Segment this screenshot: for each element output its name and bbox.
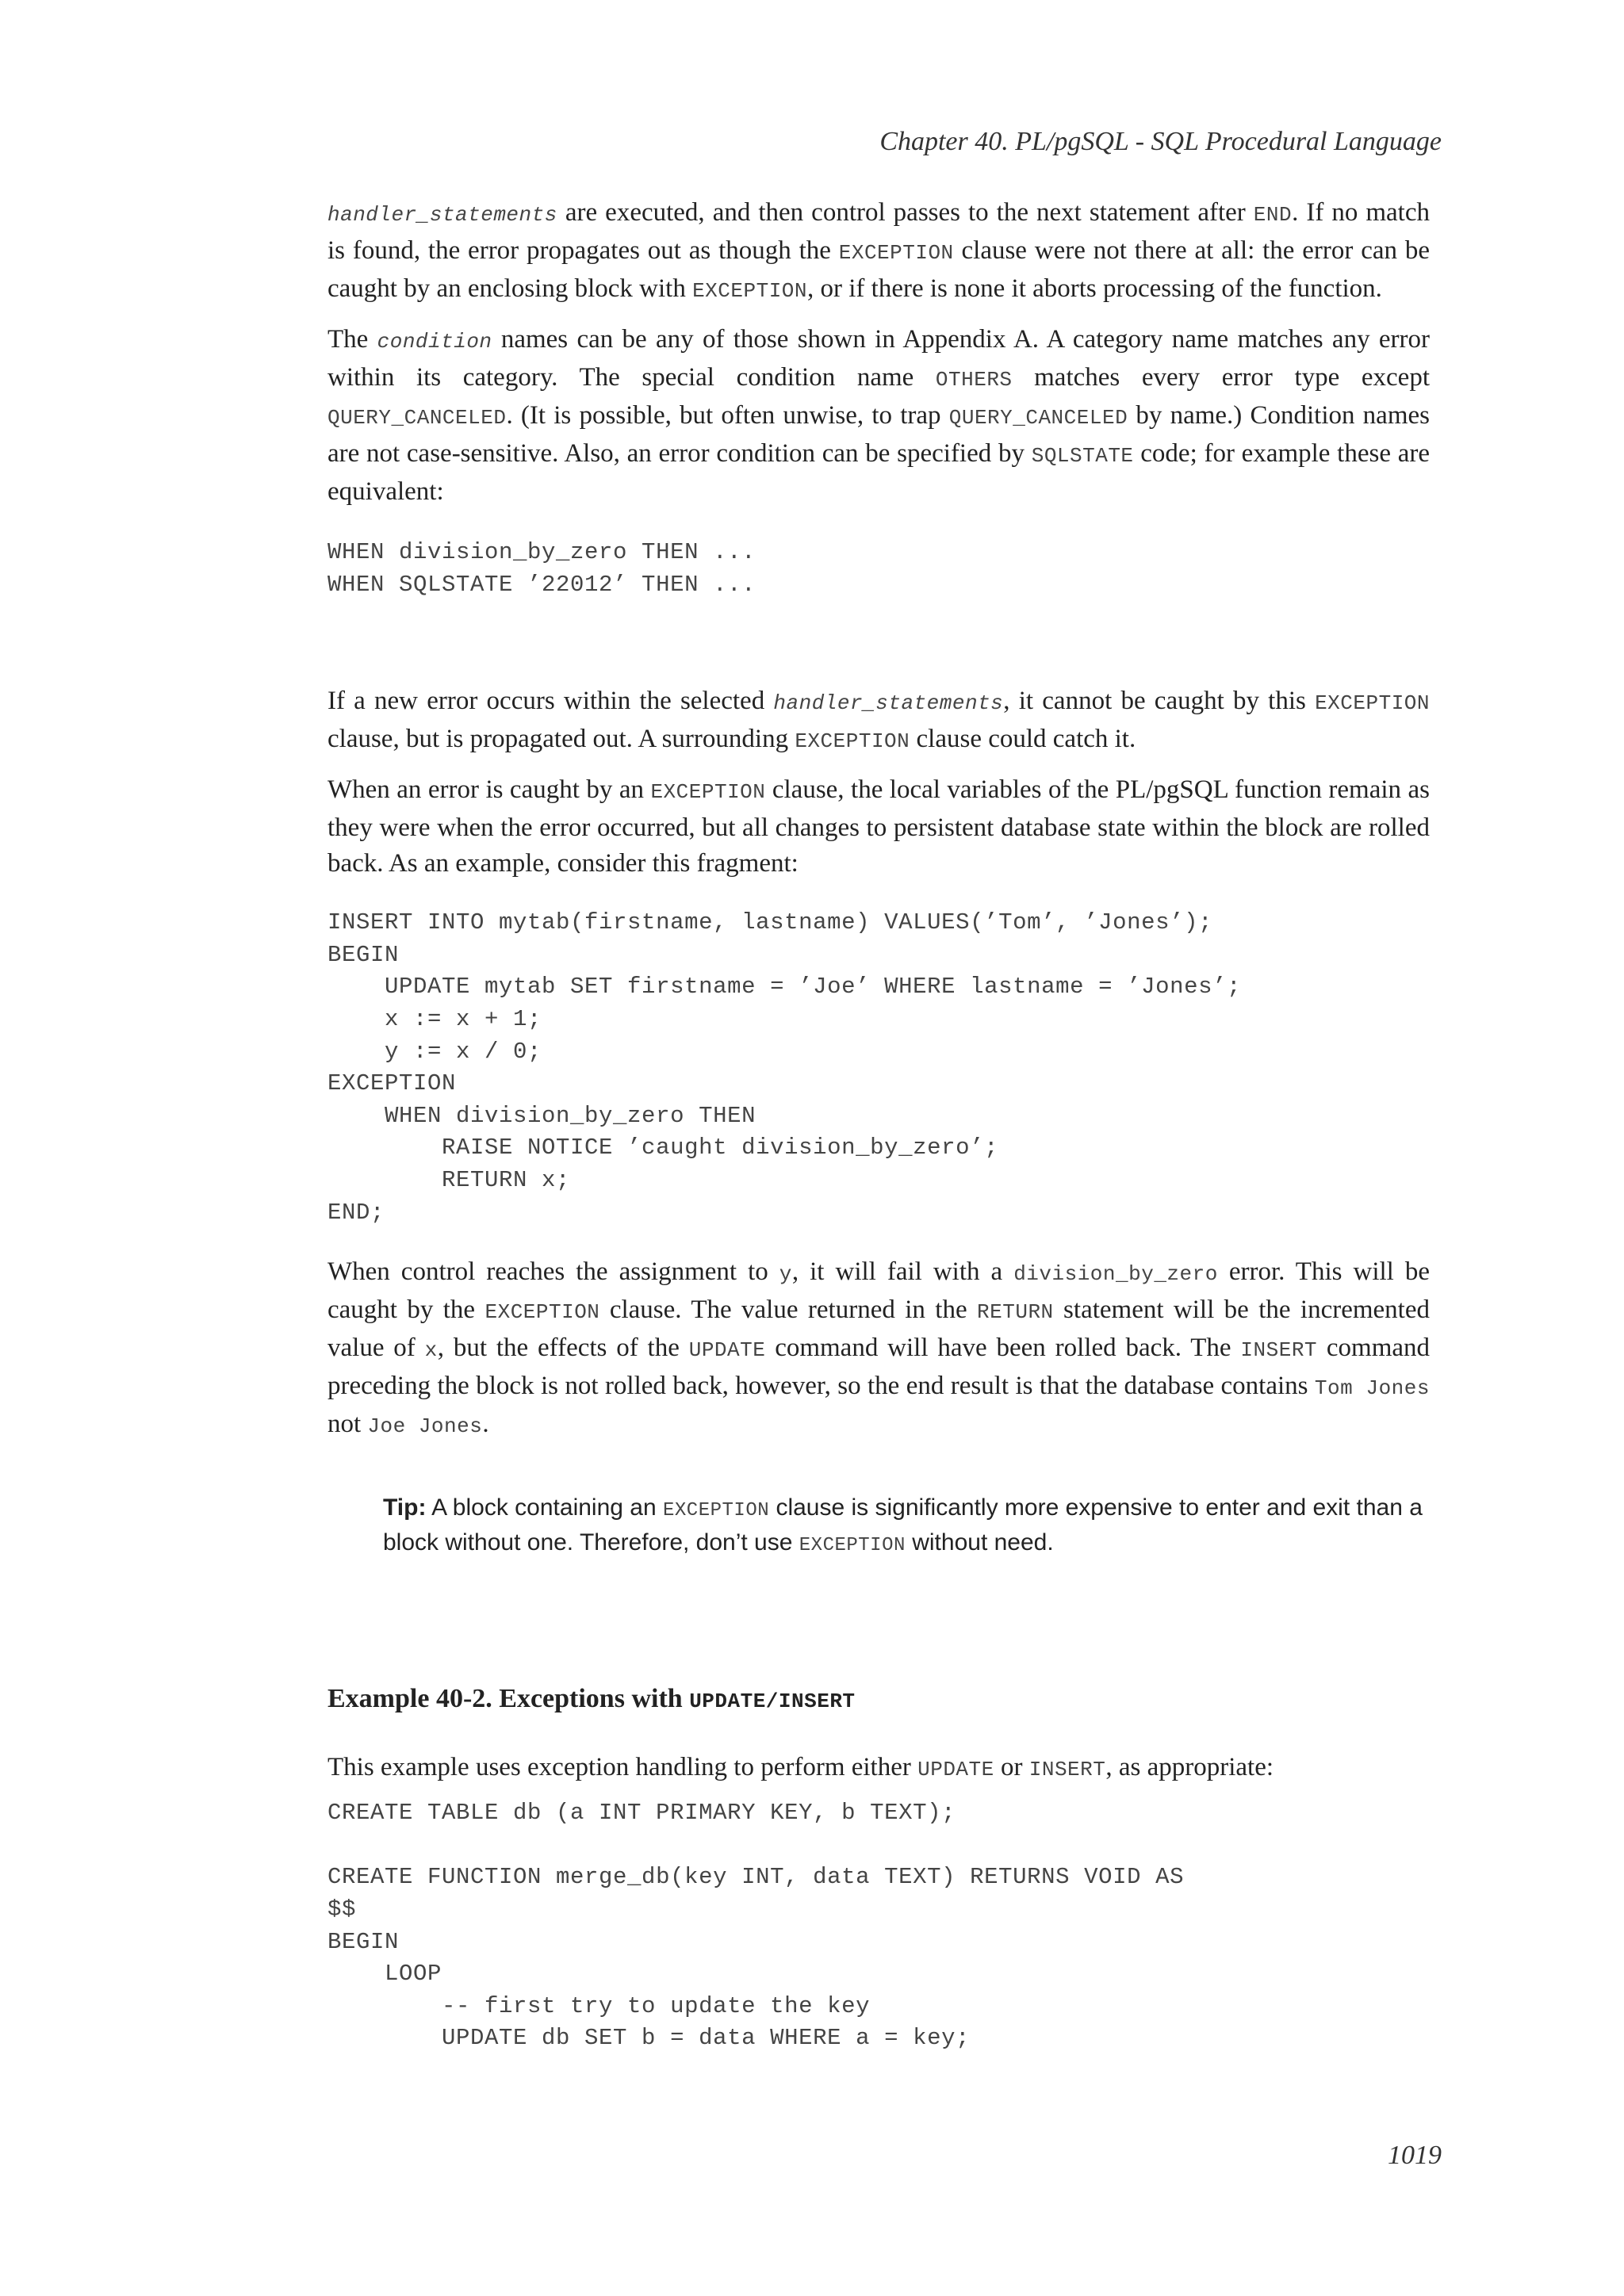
inline-code: UPDATE <box>917 1758 994 1782</box>
inline-code: Tom Jones <box>1314 1376 1430 1401</box>
inline-code: x <box>424 1338 438 1363</box>
inline-code: EXCEPTION <box>1315 691 1431 716</box>
example-intro: This example uses exception handling to perform either UPDATE or INSERT, as appropriate: <box>327 1753 1274 1782</box>
inline-code: condition <box>377 330 492 354</box>
inline-code: SQLSTATE <box>1031 444 1134 468</box>
example-title: Example 40-2. Exceptions with UPDATE/INSERT <box>327 1684 856 1714</box>
page-body <box>327 195 1430 2055</box>
paragraph-handler-statements: handler_statements are executed, and then control passes to the next statement after END. If no match is found, the error propagates out as though the EXCEPTION clause were not there at all: the error can be caught by an enclosing block with EXCEPTION, or if there is none it aborts processing of the function. <box>327 198 1430 303</box>
paragraph-new-error: If a new error occurs within the selected handler_statements, it cannot be caught by this EXCEPTION clause, but is propagated out. A surrounding EXCEPTION clause could catch it. <box>327 687 1431 754</box>
code-block-sqlstate: WHEN division_by_zero THEN ... WHEN SQLSTATE ’22012’ THEN ... <box>327 539 756 598</box>
inline-code: Joe Jones <box>367 1414 483 1439</box>
code-block-fragment: INSERT INTO mytab(firstname, lastname) VALUES(’Tom’, ’Jones’); BEGIN UPDATE mytab SET firstname = ’Joe’ WHERE lastname = ’Jones’; x := x + 1; y := x / 0; EXCEPTION WHEN division_by_zero THEN RAISE NOTICE ’caught division_by_zero’; RETURN x; END; <box>327 909 1242 1226</box>
inline-code: RETURN <box>977 1300 1054 1325</box>
tip-label: Tip: <box>383 1494 427 1521</box>
inline-code: INSERT <box>1028 1758 1106 1782</box>
paragraph-error-caught: When an error is caught by an EXCEPTION clause, the local variables of the PL/pgSQL function remain as they were when the error occurred, but all changes to persistent database state within the block are rolled back. As an example, consider this fragment: <box>327 775 1430 878</box>
inline-code: UPDATE <box>688 1338 766 1363</box>
inline-code: EXCEPTION <box>663 1500 770 1522</box>
example-title-code: UPDATE/INSERT <box>689 1689 856 1714</box>
tip-box: Tip: A block containing an EXCEPTION clause is significantly more expensive to enter and exit than a block without one. Therefore, don’t use EXCEPTION without need. <box>383 1494 1423 1557</box>
inline-code: INSERT <box>1240 1338 1318 1363</box>
inline-code: EXCEPTION <box>692 279 808 303</box>
inline-code: EXCEPTION <box>838 241 954 265</box>
inline-code: END <box>1253 203 1293 227</box>
inline-code: handler_statements <box>327 203 557 227</box>
paragraph-condition-names: The condition names can be any of those shown in Appendix A. A category name matches any error within its category. The special condition name OTHERS matches every error type except QUERY_CANCELED. (It is possible, but often unwise, to trap QUERY_CANCELED by name.) Condition names are not case-sensitive. Also, an error condition can be specified by SQLSTATE code; for example these are equivalent: <box>327 325 1430 506</box>
code-block-merge-db: CREATE TABLE db (a INT PRIMARY KEY, b TEXT); CREATE FUNCTION merge_db(key INT, data TEXT) RETURNS VOID AS $$ BEGIN LOOP -- first try to update the key UPDATE db SET b = data WHERE a = key; <box>327 1800 1185 2052</box>
inline-code: QUERY_CANCELED <box>948 406 1128 430</box>
inline-code: EXCEPTION <box>485 1300 600 1325</box>
inline-code: EXCEPTION <box>799 1535 906 1557</box>
inline-code: EXCEPTION <box>795 729 910 754</box>
running-header: Chapter 40. PL/pgSQL - SQL Procedural Language <box>879 127 1442 156</box>
page-number: 1019 <box>1388 2141 1442 2170</box>
paragraph-control-reaches: When control reaches the assignment to y, it will fail with a division_by_zero error. This will be caught by the EXCEPTION clause. The value returned in the RETURN statement will be the incremented value of x, but the effects of the UPDATE command will have been rolled back. The INSERT command preceding the block is not rolled back, however, so the end result is that the database contains Tom Jones not Joe Jones. <box>327 1257 1431 1439</box>
inline-code: QUERY_CANCELED <box>327 406 507 430</box>
inline-code: EXCEPTION <box>650 780 766 805</box>
inline-code: handler_statements <box>773 691 1004 716</box>
inline-code: OTHERS <box>935 368 1013 392</box>
inline-code: y <box>779 1262 792 1287</box>
inline-code: division_by_zero <box>1013 1262 1218 1287</box>
